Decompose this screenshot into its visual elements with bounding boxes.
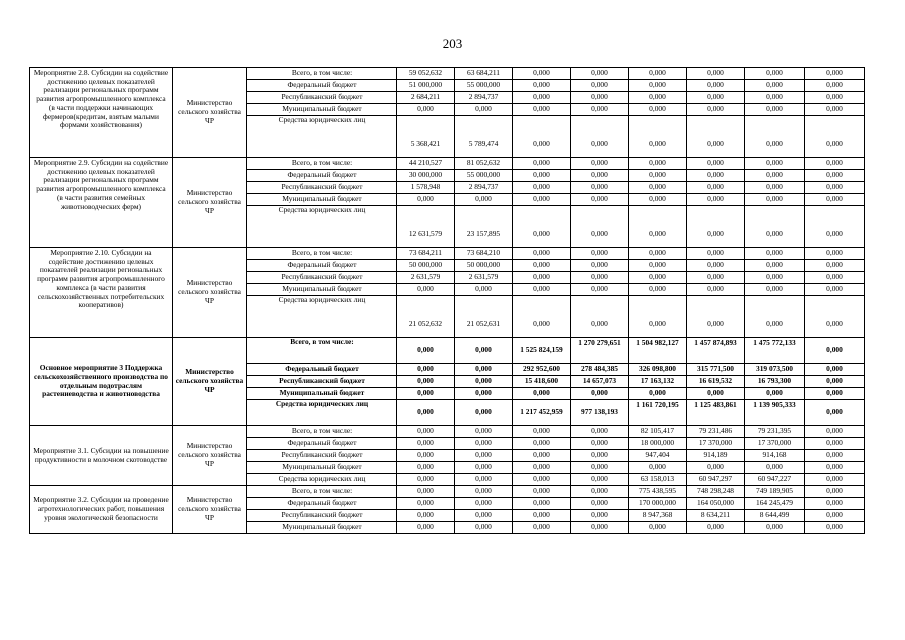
amount-cell: 82 105,417 [629, 426, 687, 438]
amount-cell: 0,000 [455, 522, 513, 534]
amount-cell: 8 634,211 [687, 510, 745, 522]
amount-cell: 1 270 279,651 [571, 338, 629, 364]
amount-cell: 278 484,385 [571, 364, 629, 376]
amount-cell: 0,000 [513, 116, 571, 158]
funding-source: Республиканский бюджет [247, 510, 397, 522]
funding-source: Всего, в том числе: [247, 338, 397, 364]
amount-cell: 914,189 [687, 450, 745, 462]
amount-cell: 0,000 [571, 486, 629, 498]
amount-cell: 0,000 [745, 170, 805, 182]
amount-cell: 0,000 [397, 522, 455, 534]
amount-cell: 0,000 [687, 296, 745, 338]
amount-cell: 17 370,000 [687, 438, 745, 450]
amount-cell: 749 189,905 [745, 486, 805, 498]
amount-cell: 30 000,000 [397, 170, 455, 182]
amount-cell: 0,000 [513, 182, 571, 194]
amount-cell: 1 457 874,893 [687, 338, 745, 364]
funding-source: Федеральный бюджет [247, 80, 397, 92]
amount-cell: 81 052,632 [455, 158, 513, 170]
amount-cell: 170 000,000 [629, 498, 687, 510]
table-row [30, 338, 865, 364]
funding-source: Федеральный бюджет [247, 364, 397, 376]
amount-cell: 0,000 [513, 104, 571, 116]
page-number: 203 [442, 36, 463, 51]
amount-cell: 0,000 [513, 284, 571, 296]
amount-cell: 0,000 [455, 194, 513, 206]
funding-source: Средства юридических лиц [247, 116, 397, 158]
amount-cell: 0,000 [397, 462, 455, 474]
amount-cell: 59 052,632 [397, 68, 455, 80]
funding-source: Всего, в том числе: [247, 68, 397, 80]
amount-cell: 0,000 [629, 272, 687, 284]
amount-cell: 0,000 [571, 474, 629, 486]
amount-cell: 1 578,948 [397, 182, 455, 194]
amount-cell: 0,000 [513, 498, 571, 510]
funding-source: Муниципальный бюджет [247, 388, 397, 400]
amount-cell: 0,000 [455, 450, 513, 462]
amount-cell: 0,000 [513, 206, 571, 248]
amount-cell: 0,000 [455, 284, 513, 296]
amount-cell: 977 138,193 [571, 400, 629, 426]
funding-source: Республиканский бюджет [247, 376, 397, 388]
amount-cell: 315 771,500 [687, 364, 745, 376]
amount-cell: 21 052,632 [397, 296, 455, 338]
funding-source: Муниципальный бюджет [247, 284, 397, 296]
amount-cell: 16 793,300 [745, 376, 805, 388]
activity-name: Основное мероприятие 3 Поддержка сельскохозяйственного производства по отдельным подотраслям растениеводства и животноводства [30, 338, 173, 426]
amount-cell: 0,000 [805, 182, 865, 194]
amount-cell: 0,000 [513, 68, 571, 80]
amount-cell: 0,000 [513, 170, 571, 182]
amount-cell: 0,000 [745, 68, 805, 80]
amount-cell: 8 947,368 [629, 510, 687, 522]
amount-cell: 0,000 [571, 116, 629, 158]
amount-cell: 0,000 [571, 450, 629, 462]
amount-cell: 0,000 [745, 80, 805, 92]
amount-cell: 0,000 [513, 486, 571, 498]
amount-cell: 0,000 [805, 522, 865, 534]
amount-cell: 15 418,600 [513, 376, 571, 388]
amount-cell: 0,000 [745, 116, 805, 158]
amount-cell: 0,000 [745, 158, 805, 170]
amount-cell: 0,000 [629, 462, 687, 474]
activity-name: Мероприятие 2.9. Субсидии на содействие достижению целевых показателей реализации региональных программ развития агропромышленного комплекса (в части развития семейных животноводческих ферм) [30, 158, 173, 248]
amount-cell: 0,000 [745, 92, 805, 104]
amount-cell: 0,000 [513, 474, 571, 486]
funding-source: Федеральный бюджет [247, 170, 397, 182]
table-row [30, 68, 865, 80]
amount-cell: 50 000,000 [455, 260, 513, 272]
amount-cell: 775 438,595 [629, 486, 687, 498]
amount-cell: 0,000 [629, 260, 687, 272]
amount-cell: 319 073,500 [745, 364, 805, 376]
amount-cell: 1 525 824,159 [513, 338, 571, 364]
amount-cell: 0,000 [805, 206, 865, 248]
amount-cell: 0,000 [513, 510, 571, 522]
amount-cell: 0,000 [455, 510, 513, 522]
funding-source: Муниципальный бюджет [247, 104, 397, 116]
amount-cell: 0,000 [745, 182, 805, 194]
amount-cell: 0,000 [571, 388, 629, 400]
amount-cell: 0,000 [629, 116, 687, 158]
amount-cell: 1 217 452,959 [513, 400, 571, 426]
amount-cell: 164 050,000 [687, 498, 745, 510]
amount-cell: 5 368,421 [397, 116, 455, 158]
activity-name: Мероприятие 3.1. Субсидии на повышение продуктивности в молочном скотоводстве [30, 426, 173, 486]
amount-cell: 0,000 [397, 438, 455, 450]
amount-cell: 0,000 [397, 400, 455, 426]
amount-cell: 0,000 [805, 158, 865, 170]
table-row [30, 248, 865, 260]
amount-cell: 0,000 [805, 462, 865, 474]
amount-cell: 2 684,211 [397, 92, 455, 104]
amount-cell: 55 000,000 [455, 170, 513, 182]
amount-cell: 0,000 [513, 248, 571, 260]
funding-source: Всего, в том числе: [247, 248, 397, 260]
activity-name: Мероприятие 3.2. Субсидии на проведение агротехнологических работ, повышения уровня экологической безопасности [30, 486, 173, 534]
amount-cell: 16 619,532 [687, 376, 745, 388]
amount-cell: 0,000 [513, 438, 571, 450]
amount-cell: 0,000 [805, 194, 865, 206]
amount-cell: 0,000 [571, 194, 629, 206]
funding-source: Муниципальный бюджет [247, 522, 397, 534]
amount-cell: 0,000 [687, 462, 745, 474]
executor: Министерство сельского хозяйства ЧР [173, 248, 247, 338]
amount-cell: 0,000 [397, 486, 455, 498]
amount-cell: 0,000 [805, 400, 865, 426]
amount-cell: 79 231,395 [745, 426, 805, 438]
amount-cell: 0,000 [805, 388, 865, 400]
funding-source: Муниципальный бюджет [247, 194, 397, 206]
amount-cell: 0,000 [513, 194, 571, 206]
amount-cell: 2 894,737 [455, 92, 513, 104]
executor: Министерство сельского хозяйства ЧР [173, 338, 247, 426]
funding-source: Республиканский бюджет [247, 450, 397, 462]
amount-cell: 0,000 [687, 170, 745, 182]
amount-cell: 23 157,895 [455, 206, 513, 248]
funding-source: Федеральный бюджет [247, 498, 397, 510]
amount-cell: 0,000 [687, 388, 745, 400]
amount-cell: 0,000 [571, 438, 629, 450]
amount-cell: 0,000 [571, 80, 629, 92]
funding-source: Муниципальный бюджет [247, 462, 397, 474]
funding-source: Средства юридических лиц [247, 296, 397, 338]
amount-cell: 0,000 [745, 462, 805, 474]
funding-source: Всего, в том числе: [247, 158, 397, 170]
amount-cell: 0,000 [805, 104, 865, 116]
amount-cell: 0,000 [571, 248, 629, 260]
amount-cell: 73 684,211 [397, 248, 455, 260]
amount-cell: 0,000 [571, 426, 629, 438]
amount-cell: 0,000 [745, 248, 805, 260]
amount-cell: 0,000 [805, 364, 865, 376]
amount-cell: 0,000 [687, 104, 745, 116]
amount-cell: 0,000 [629, 92, 687, 104]
amount-cell: 0,000 [455, 426, 513, 438]
amount-cell: 0,000 [571, 158, 629, 170]
amount-cell: 50 000,000 [397, 260, 455, 272]
amount-cell: 0,000 [571, 272, 629, 284]
amount-cell: 17 163,132 [629, 376, 687, 388]
amount-cell: 0,000 [805, 438, 865, 450]
executor: Министерство сельского хозяйства ЧР [173, 486, 247, 534]
amount-cell: 2 631,579 [455, 272, 513, 284]
amount-cell: 44 210,527 [397, 158, 455, 170]
amount-cell: 0,000 [629, 158, 687, 170]
amount-cell: 0,000 [397, 338, 455, 364]
amount-cell: 0,000 [745, 388, 805, 400]
amount-cell: 0,000 [513, 272, 571, 284]
amount-cell: 55 000,000 [455, 80, 513, 92]
amount-cell: 0,000 [805, 80, 865, 92]
amount-cell: 0,000 [397, 194, 455, 206]
amount-cell: 0,000 [745, 260, 805, 272]
amount-cell: 0,000 [571, 92, 629, 104]
amount-cell: 63 158,013 [629, 474, 687, 486]
amount-cell: 0,000 [571, 260, 629, 272]
amount-cell: 0,000 [397, 426, 455, 438]
amount-cell: 0,000 [397, 498, 455, 510]
budget-table [29, 67, 865, 534]
amount-cell: 60 947,297 [687, 474, 745, 486]
amount-cell: 0,000 [629, 194, 687, 206]
amount-cell: 0,000 [805, 338, 865, 364]
amount-cell: 8 644,499 [745, 510, 805, 522]
amount-cell: 0,000 [805, 92, 865, 104]
amount-cell: 1 504 982,127 [629, 338, 687, 364]
amount-cell: 0,000 [571, 206, 629, 248]
amount-cell: 0,000 [397, 388, 455, 400]
amount-cell: 0,000 [805, 450, 865, 462]
amount-cell: 748 298,248 [687, 486, 745, 498]
amount-cell: 0,000 [805, 170, 865, 182]
amount-cell: 73 684,210 [455, 248, 513, 260]
amount-cell: 0,000 [805, 68, 865, 80]
amount-cell: 0,000 [397, 510, 455, 522]
amount-cell: 0,000 [745, 206, 805, 248]
amount-cell: 0,000 [513, 158, 571, 170]
amount-cell: 0,000 [571, 104, 629, 116]
amount-cell: 0,000 [571, 284, 629, 296]
amount-cell: 79 231,486 [687, 426, 745, 438]
amount-cell: 0,000 [687, 80, 745, 92]
amount-cell: 914,168 [745, 450, 805, 462]
amount-cell: 0,000 [805, 272, 865, 284]
amount-cell: 0,000 [455, 388, 513, 400]
amount-cell: 326 098,800 [629, 364, 687, 376]
amount-cell: 0,000 [571, 522, 629, 534]
amount-cell: 0,000 [687, 284, 745, 296]
amount-cell: 0,000 [687, 182, 745, 194]
funding-source: Средства юридических лиц [247, 206, 397, 248]
amount-cell: 17 370,000 [745, 438, 805, 450]
amount-cell: 0,000 [513, 92, 571, 104]
amount-cell: 0,000 [455, 104, 513, 116]
amount-cell: 0,000 [629, 284, 687, 296]
amount-cell: 0,000 [687, 194, 745, 206]
amount-cell: 0,000 [455, 486, 513, 498]
amount-cell: 0,000 [687, 260, 745, 272]
amount-cell: 0,000 [455, 498, 513, 510]
amount-cell: 0,000 [513, 388, 571, 400]
amount-cell: 2 894,737 [455, 182, 513, 194]
amount-cell: 0,000 [455, 400, 513, 426]
amount-cell: 0,000 [629, 182, 687, 194]
amount-cell: 0,000 [455, 376, 513, 388]
amount-cell: 0,000 [397, 474, 455, 486]
amount-cell: 51 000,000 [397, 80, 455, 92]
amount-cell: 63 684,211 [455, 68, 513, 80]
amount-cell: 0,000 [687, 272, 745, 284]
amount-cell: 1 125 483,861 [687, 400, 745, 426]
amount-cell: 0,000 [745, 272, 805, 284]
amount-cell: 0,000 [571, 170, 629, 182]
amount-cell: 947,404 [629, 450, 687, 462]
amount-cell: 0,000 [513, 80, 571, 92]
amount-cell: 0,000 [805, 376, 865, 388]
funding-source: Федеральный бюджет [247, 260, 397, 272]
amount-cell: 0,000 [571, 296, 629, 338]
table-row [30, 158, 865, 170]
amount-cell: 12 631,579 [397, 206, 455, 248]
table-row [30, 486, 865, 498]
amount-cell: 0,000 [629, 522, 687, 534]
amount-cell: 0,000 [571, 498, 629, 510]
amount-cell: 0,000 [513, 450, 571, 462]
amount-cell: 0,000 [629, 68, 687, 80]
amount-cell: 0,000 [629, 104, 687, 116]
amount-cell: 0,000 [571, 462, 629, 474]
amount-cell: 0,000 [687, 206, 745, 248]
amount-cell: 0,000 [745, 522, 805, 534]
table-row [30, 426, 865, 438]
amount-cell: 0,000 [805, 498, 865, 510]
activity-name: Мероприятие 2.8. Субсидии на содействие достижению целевых показателей реализации региональных программ развития агропромышленного комплекса (в части поддержки начинающих фермеров(кредитам, взятым малыми формами хозяйствования) [30, 68, 173, 158]
amount-cell: 0,000 [805, 510, 865, 522]
amount-cell: 0,000 [629, 296, 687, 338]
amount-cell: 0,000 [745, 284, 805, 296]
activity-name: Мероприятие 2.10. Субсидии на содействие достижению целевых показателей реализации региональных программ развития агропромышленного комплекса (в части развития сельскохозяйственных потребительских кооперативов) [30, 248, 173, 338]
amount-cell: 0,000 [805, 426, 865, 438]
amount-cell: 0,000 [629, 388, 687, 400]
amount-cell: 0,000 [687, 92, 745, 104]
funding-source: Средства юридических лиц [247, 474, 397, 486]
funding-source: Всего, в том числе: [247, 486, 397, 498]
amount-cell: 0,000 [805, 248, 865, 260]
executor: Министерство сельского хозяйства ЧР [173, 426, 247, 486]
amount-cell: 0,000 [687, 116, 745, 158]
amount-cell: 0,000 [629, 206, 687, 248]
amount-cell: 0,000 [513, 296, 571, 338]
amount-cell: 0,000 [805, 474, 865, 486]
amount-cell: 1 139 905,333 [745, 400, 805, 426]
amount-cell: 18 000,000 [629, 438, 687, 450]
amount-cell: 0,000 [571, 68, 629, 80]
funding-source: Средства юридических лиц [247, 400, 397, 426]
amount-cell: 0,000 [745, 296, 805, 338]
amount-cell: 2 631,579 [397, 272, 455, 284]
amount-cell: 0,000 [455, 462, 513, 474]
amount-cell: 0,000 [513, 522, 571, 534]
funding-source: Республиканский бюджет [247, 92, 397, 104]
amount-cell: 0,000 [745, 194, 805, 206]
amount-cell: 0,000 [687, 522, 745, 534]
funding-source: Всего, в том числе: [247, 426, 397, 438]
funding-source: Республиканский бюджет [247, 182, 397, 194]
amount-cell: 0,000 [687, 158, 745, 170]
amount-cell: 0,000 [513, 260, 571, 272]
amount-cell: 0,000 [397, 450, 455, 462]
amount-cell: 0,000 [745, 104, 805, 116]
amount-cell: 0,000 [687, 68, 745, 80]
amount-cell: 0,000 [805, 260, 865, 272]
amount-cell: 292 952,600 [513, 364, 571, 376]
amount-cell: 0,000 [455, 364, 513, 376]
amount-cell: 0,000 [687, 248, 745, 260]
executor: Министерство сельского хозяйства ЧР [173, 158, 247, 248]
amount-cell: 21 052,631 [455, 296, 513, 338]
amount-cell: 0,000 [455, 474, 513, 486]
funding-source: Республиканский бюджет [247, 272, 397, 284]
amount-cell: 0,000 [629, 80, 687, 92]
amount-cell: 0,000 [805, 116, 865, 158]
amount-cell: 1 475 772,133 [745, 338, 805, 364]
amount-cell: 0,000 [397, 284, 455, 296]
amount-cell: 0,000 [805, 486, 865, 498]
amount-cell: 0,000 [805, 296, 865, 338]
amount-cell: 0,000 [397, 104, 455, 116]
amount-cell: 14 657,073 [571, 376, 629, 388]
amount-cell: 0,000 [397, 364, 455, 376]
amount-cell: 0,000 [513, 426, 571, 438]
executor: Министерство сельского хозяйства ЧР [173, 68, 247, 158]
amount-cell: 1 161 720,195 [629, 400, 687, 426]
amount-cell: 0,000 [571, 182, 629, 194]
amount-cell: 60 947,227 [745, 474, 805, 486]
amount-cell: 0,000 [455, 338, 513, 364]
funding-source: Федеральный бюджет [247, 438, 397, 450]
amount-cell: 0,000 [805, 284, 865, 296]
amount-cell: 0,000 [397, 376, 455, 388]
amount-cell: 0,000 [571, 510, 629, 522]
amount-cell: 0,000 [629, 248, 687, 260]
amount-cell: 164 245,479 [745, 498, 805, 510]
amount-cell: 0,000 [629, 170, 687, 182]
amount-cell: 5 789,474 [455, 116, 513, 158]
amount-cell: 0,000 [513, 462, 571, 474]
amount-cell: 0,000 [455, 438, 513, 450]
